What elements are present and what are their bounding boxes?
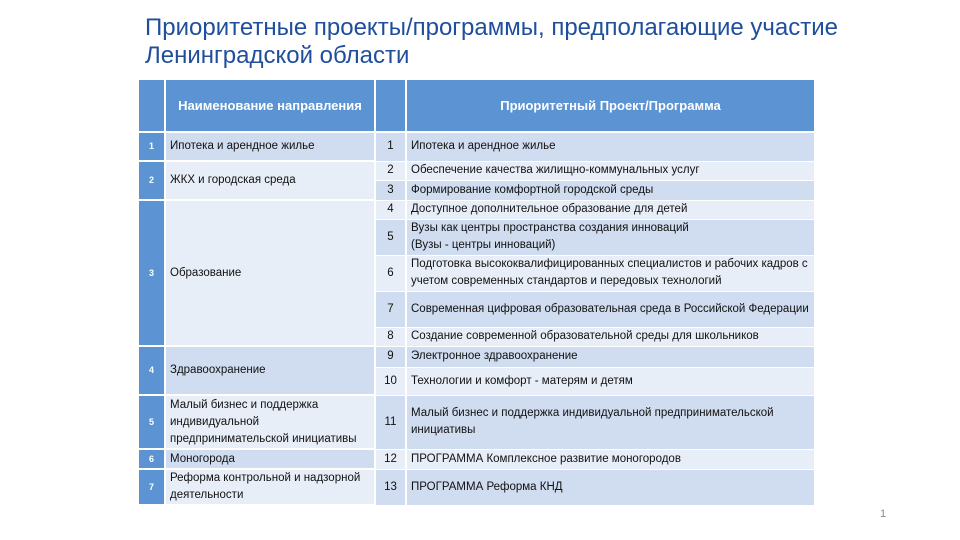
direction-name: Образование [165, 200, 375, 346]
project-number: 2 [375, 161, 406, 180]
header-project: Приоритетный Проект/Программа [406, 80, 814, 131]
direction-number: 5 [139, 395, 165, 449]
table-row [139, 469, 814, 505]
project-name: Создание современной образовательной среды для школьников [406, 327, 814, 346]
project-number: 12 [375, 449, 406, 469]
direction-name: Ипотека и арендное жилье [165, 133, 375, 161]
header-pnum-cell [375, 80, 406, 131]
project-number: 13 [375, 469, 406, 505]
header-direction: Наименование направления [165, 80, 375, 131]
project-name: Вузы как центры пространства создания инноваций (Вузы - центры инноваций) [406, 219, 814, 255]
direction-name: Моногорода [165, 449, 375, 469]
direction-number: 4 [139, 346, 165, 395]
project-number: 5 [375, 219, 406, 255]
project-name: Электронное здравоохранение [406, 346, 814, 367]
project-name: ПРОГРАММА Реформа КНД [406, 469, 814, 505]
project-number: 10 [375, 367, 406, 395]
project-name: Обеспечение качества жилищно-коммунальных услуг [406, 161, 814, 180]
table-row [139, 200, 814, 219]
direction-number: 1 [139, 133, 165, 161]
slide-title: Приоритетные проекты/программы, предполагающие участие Ленинградской области [145, 14, 839, 69]
table-row [139, 161, 814, 180]
project-number: 6 [375, 255, 406, 291]
project-name: Малый бизнес и поддержка индивидуальной предпринимательской инициативы [406, 395, 814, 449]
header-num-cell [139, 80, 165, 131]
project-name: Формирование комфортной городской среды [406, 180, 814, 200]
project-name: Ипотека и арендное жилье [406, 133, 814, 161]
table-row [139, 346, 814, 367]
project-number: 4 [375, 200, 406, 219]
direction-name: Здравоохранение [165, 346, 375, 395]
direction-number: 2 [139, 161, 165, 200]
project-name: Современная цифровая образовательная среда в Российской Федерации [406, 291, 814, 327]
table-row [139, 133, 814, 161]
direction-number: 6 [139, 449, 165, 469]
project-number: 9 [375, 346, 406, 367]
project-name: Доступное дополнительное образование для детей [406, 200, 814, 219]
page-number: 1 [880, 508, 887, 520]
project-name: Подготовка высококвалифицированных специалистов и рабочих кадров с учетом современных стандартов и передовых технологий [406, 255, 814, 291]
direction-number: 3 [139, 200, 165, 346]
direction-name: Малый бизнес и поддержка индивидуальной предпринимательской инициативы [165, 395, 375, 449]
direction-name: ЖКХ и городская среда [165, 161, 375, 200]
project-name: ПРОГРАММА Комплексное развитие моногородов [406, 449, 814, 469]
table-row [139, 449, 814, 469]
project-number: 8 [375, 327, 406, 346]
project-number: 7 [375, 291, 406, 327]
direction-name: Реформа контрольной и надзорной деятельности [165, 469, 375, 505]
direction-number: 7 [139, 469, 165, 505]
project-number: 11 [375, 395, 406, 449]
project-number: 1 [375, 133, 406, 161]
table-row [139, 395, 814, 449]
project-number: 3 [375, 180, 406, 200]
projects-table [139, 80, 814, 506]
table-header-row [139, 80, 814, 131]
project-name: Технологии и комфорт - матерям и детям [406, 367, 814, 395]
